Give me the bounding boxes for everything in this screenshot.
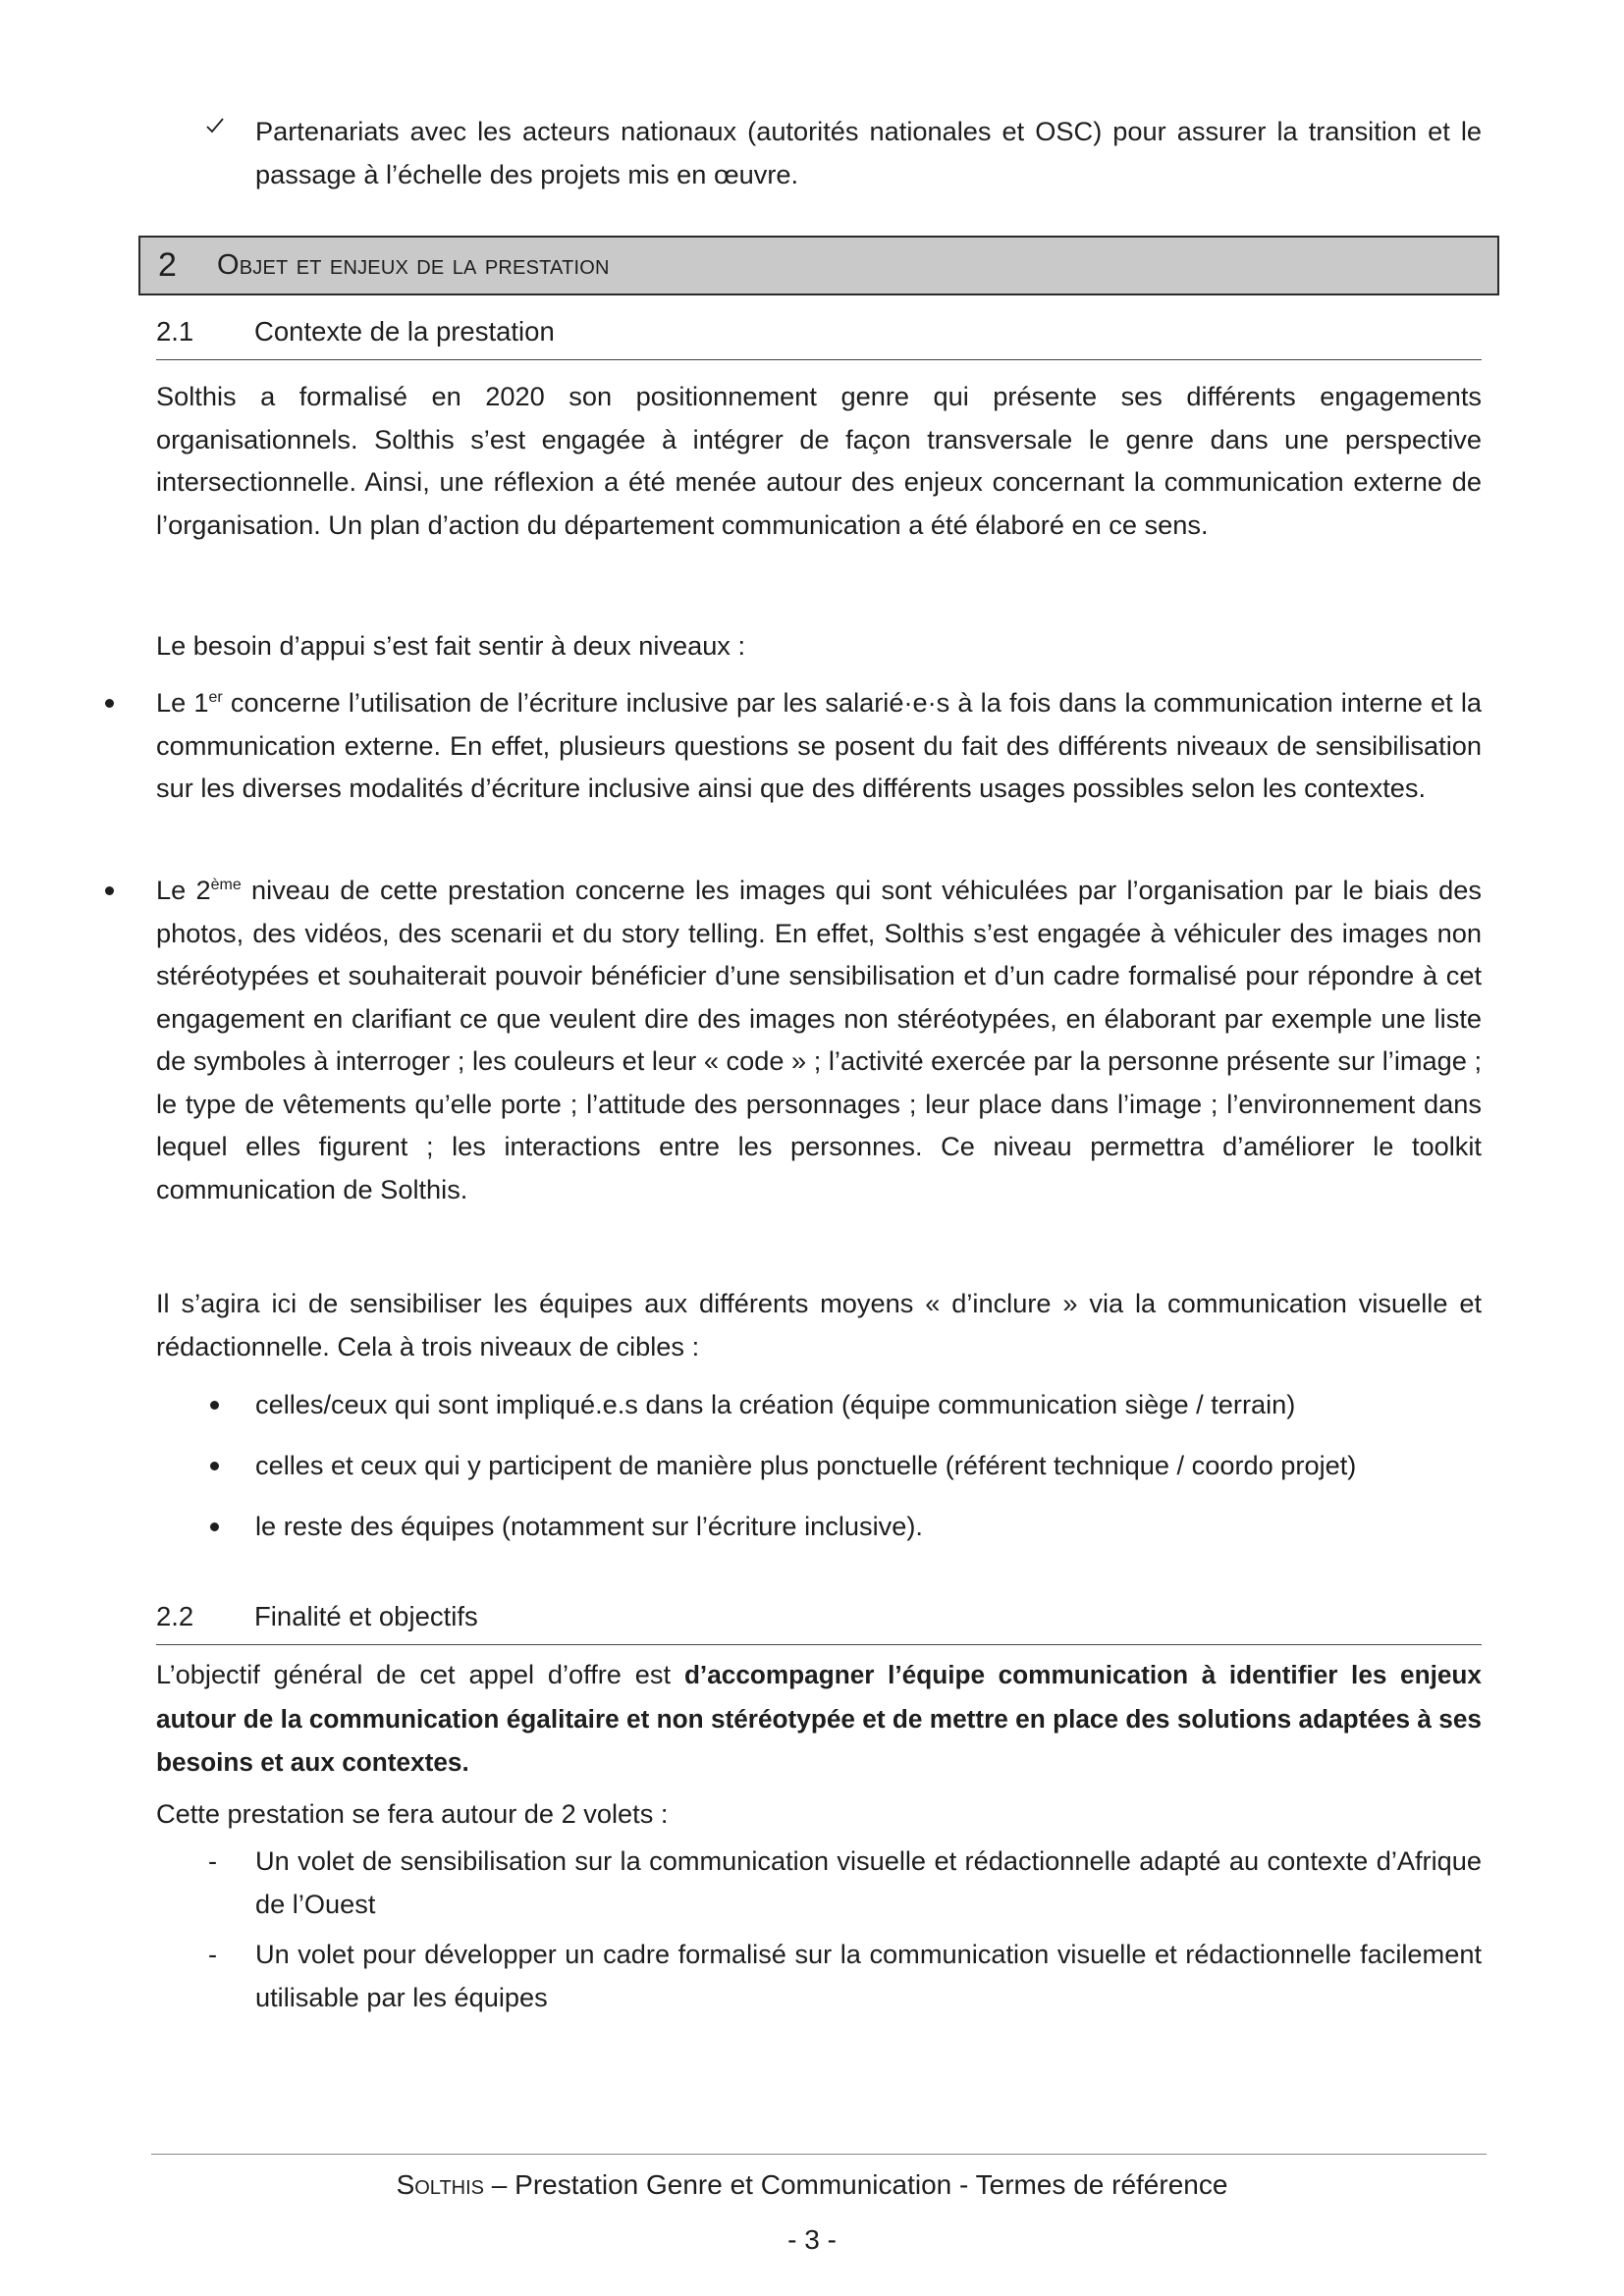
subsection-heading [156,316,1482,360]
section-number: 2 [158,246,177,284]
page-number: - 3 - [787,2224,837,2255]
subsection-heading [156,1601,1482,1645]
context-paragraph: Solthis a formalisé en 2020 son positionnement genre qui présente ses différents engagements organisationnels. Solthis s’est engagée à intégrer de façon transversale le genre dans une perspective intersectionnelle. Ainsi, une réflexion a été menée autour des enjeux concernant la communication externe de l’organisation. Un plan d’action du département communication a été élaboré en ce sens. [156,381,1482,540]
bullet-icon [210,1401,219,1410]
subsection-number: 2.2 [156,1601,194,1631]
checkmark-icon [205,116,225,135]
subsection-title: Contexte de la prestation [254,316,555,347]
targets-intro: Il s’agira ici de sensibiliser les équipes aux différents moyens « d’inclure » via la communication visuelle et rédactionnelle. Cela à trois niveaux de cibles : [156,1288,1482,1362]
section-title: Objet et enjeux de la prestation [217,249,610,281]
needs-bullet-text: Le 2ème niveau de cette prestation concerne les images qui sont véhiculées par l’organisation par le biais des photos, des vidéos, des scenarii et du story telling. En effet, Solthis s’est engagée à véhiculer des images non stéréotypées et souhaiterait pouvoir bénéficier d’une sensibilisation et d’un cadre formalisé pour répondre à cet engagement en clarifiant ce que veulent dire des images non stéréotypées, en élaborant par exemple une liste de symboles à interroger ; les couleurs et leur « code » ; l’activité exercée par la personne présente sur l’image ; le type de vêtements qu’elle porte ; l’attitude des personnages ; leur place dans l’image ; l’environnement dans lequel elles figurent ; les interactions entre les personnes. Ce niveau permettra d’améliorer le toolkit communication de Solthis. [156,875,1482,1204]
subsection-number: 2.1 [156,316,194,347]
footer-org: Solthis [396,2169,485,2200]
objective-paragraph: L’objectif général de cet appel d’offre est d’accompagner l’équipe communication à identifier les enjeux autour de la communication égalitaire et non stéréotypée et de mettre en place des solutions adaptées à ses besoins et aux contextes. [156,1659,1482,1777]
objective-highlight: d’accompagner l’équipe communication à identifier les enjeux autour de la communication égalitaire et non stéréotypée et de mettre en place des solutions adaptées à ses besoins et aux contextes. [156,1660,1482,1777]
dash-bullet: - [208,1845,218,1876]
dash-bullet: - [208,1939,218,1969]
needs-intro: Le besoin d’appui s’est fait sentir à deux niveaux : [156,630,746,661]
bullet-icon [105,699,114,708]
section-heading [138,236,1499,295]
footer-title: Solthis – Prestation Genre et Communication - Termes de référence [396,2169,1228,2200]
bullet-icon [105,886,114,895]
check-item-text: Partenariats avec les acteurs nationaux (autorités nationales et OSC) pour assurer la transition et le passage à l’échelle des projets mis en œuvre. [255,116,1482,189]
footer-divider [151,2154,1487,2155]
document-page: Partenariats avec les acteurs nationaux (autorités nationales et OSC) pour assurer la transition et le passage à l’échelle des projets mis en œuvre. 2 Objet et enjeux de la prestation 2.1 Contexte de la prestation Solthis a formalisé en 2020 son positionnement genre qui présente ses différents engagements organisationnels. Solthis s’est engagée à intégrer de façon transversale le genre dans une perspective intersectionnelle. Ainsi, une réflexion a été menée autour des enjeux concernant la communication externe de l’organisation. Un plan d’action du département communication a été élaboré en ce sens. Le besoin d’appui s’est fait sentir à deux niveaux : Le 1er concerne l’utilisation de l’écriture inclusive par les salarié·e·s à la fois dans la communication interne et la communication externe. En effet, plusieurs questions se posent du fait des différents niveaux de sensibilisation sur les diverses modalités d’écriture inclusive ainsi que des différents usages possibles selon les contextes. Le 2ème niveau de cette prestation concerne les images qui sont véhiculées par l’organisation par le biais des photos, des vidéos, des scenarii et du story telling. En effet, Solthis s’est engagée à véhiculer des images non stéréotypées et souhaiterait pouvoir bénéficier d’une sensibilisation et d’un cadre formalisé pour répondre à cet engagement en clarifiant ce que veulent dire des images non stéréotypées, en élaborant par exemple une liste de symboles à interroger ; les couleurs et leur « code » ; l’activité exercée par la personne présente sur l’image ; le type de vêtements qu’elle porte ; l’attitude des personnages ; leur place dans l’image ; l’environnement dans lequel elles figurent ; les interactions entre les personnes. Ce niveau permettra d’améliorer le toolkit communication de Solthis. Il s’agira ici de sensibiliser les équipes aux différents moyens « d’inclure » via la communication visuelle et rédactionnelle. Cela à trois niveaux de cibles : celles/ceux qui sont impliqué.e.s dans la création (équipe communication siège / terrain) celles et ceux qui y participent de manière plus ponctuelle (référent technique / coordo projet) le reste des équipes (notamment sur l’écriture inclusive). 2.2 Finalité et objectifs L’objectif général de cet appel d’offre est d’accompagner l’équipe communication à identifier les enjeux autour de la communication égalitaire et non stéréotypée et de mettre en place des solutions adaptées à ses besoins et aux contextes. Cette prestation se fera autour de 2 volets : - Un volet de sensibilisation sur la communication visuelle et rédactionnelle adapté au contexte d’Afrique de l’Ouest - Un volet pour développer un cadre formalisé sur la communication visuelle et rédactionnelle facilement utilisable par les équipes Solthis – Prestation Genre et Communication - Termes de référence - 3 - [0,0,1624,2296]
needs-bullet-text: Le 1er concerne l’utilisation de l’écriture inclusive par les salarié·e·s à la fois dans la communication interne et la communication externe. En effet, plusieurs questions se posent du fait des différents niveaux de sensibilisation sur les diverses modalités d’écriture inclusive ainsi que des différents usages possibles selon les contextes. [156,687,1482,803]
subsection-title: Finalité et objectifs [254,1601,478,1631]
bullet-icon [210,1462,219,1470]
bullet-icon [210,1522,219,1531]
volets-intro: Cette prestation se fera autour de 2 volets : [156,1798,669,1829]
